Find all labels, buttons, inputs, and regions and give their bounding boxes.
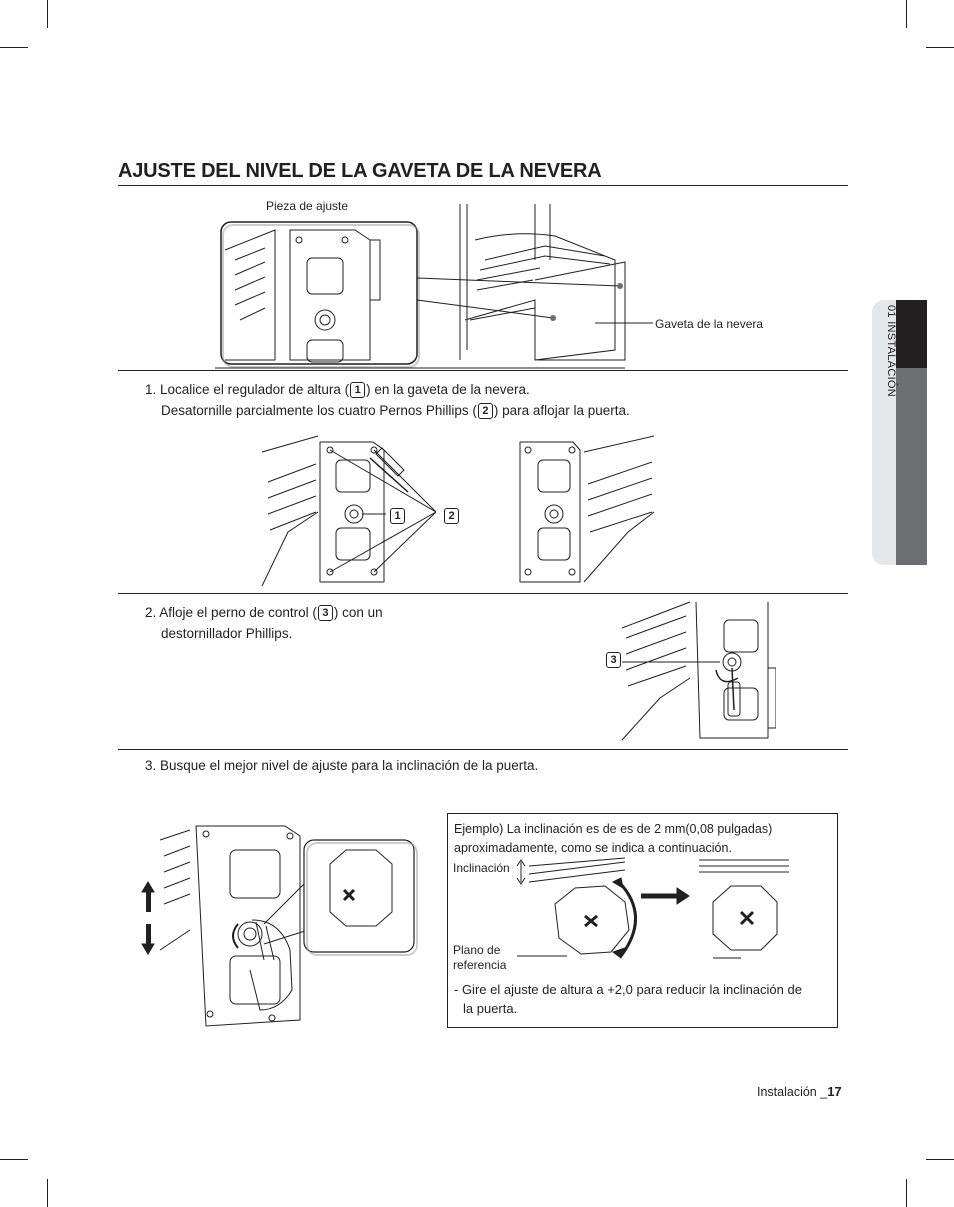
step-3-number: 3. xyxy=(145,758,157,773)
figure-dial-example xyxy=(515,852,795,964)
side-tab-dark-block xyxy=(896,300,927,368)
label-fridge-drawer: Gaveta de la nevera xyxy=(655,317,764,331)
step-3-text xyxy=(145,755,765,776)
crop-mark-bl-h xyxy=(0,1159,28,1160)
step-1-line-1-post: ) en la gaveta de la nevera. xyxy=(366,382,530,397)
step-1-number: 1. xyxy=(145,382,157,397)
figure-loosen-control-bolt xyxy=(620,598,776,744)
example-note-line-1: - Gire el ajuste de altura a +2,0 para reducir la inclinación de xyxy=(454,982,802,997)
footer-section: Instalación _ xyxy=(757,1085,828,1099)
example-note xyxy=(454,980,829,1018)
label-reference-plane-2: referencia xyxy=(453,958,507,972)
example-note-line-2: la puerta. xyxy=(463,1001,518,1016)
step-1-line-2-post: ) para aflojar la puerta. xyxy=(493,403,630,418)
example-line-2: aproximadamente, como se indica a continuación. xyxy=(454,841,732,855)
label-adjustment-piece: Pieza de ajuste xyxy=(266,199,349,213)
step-2-tag-3: 3 xyxy=(318,605,333,621)
callout-3: 3 xyxy=(606,652,621,668)
step-2-line-1-pre: Afloje el perno de control ( xyxy=(159,605,317,620)
label-reference-plane-1: Plano de xyxy=(453,943,501,957)
step-1-line-1 xyxy=(145,379,765,400)
title-rule xyxy=(118,185,848,186)
step-1-tag-2: 2 xyxy=(478,403,493,419)
step-1-text xyxy=(145,379,765,421)
page-footer xyxy=(757,1084,842,1099)
step-1-rule xyxy=(118,593,848,594)
step-2-line-1-post: ) con un xyxy=(333,605,383,620)
crop-mark-br-v xyxy=(906,1179,907,1207)
step-2-line-2: destornillador Phillips. xyxy=(161,626,293,641)
example-line-1: Ejemplo) La inclinación es de es de 2 mm(0,08 pulgadas) xyxy=(454,822,773,836)
label-reference-plane xyxy=(453,943,506,973)
crop-mark-br-h xyxy=(926,1159,954,1160)
callout-2: 2 xyxy=(444,508,459,524)
crop-mark-bl-v xyxy=(47,1179,48,1207)
step-1-line-1-pre: Localice el regulador de altura ( xyxy=(160,382,350,397)
figure-drawer-overview xyxy=(215,200,675,372)
page-number: 17 xyxy=(827,1084,842,1099)
step-1-tag-1: 1 xyxy=(350,382,365,398)
step-2-text xyxy=(145,602,465,644)
section-title: AJUSTE DEL NIVEL DE LA GAVETA DE LA NEVERA xyxy=(118,160,602,182)
figure1-rule xyxy=(118,370,848,371)
label-tilt: Inclinación xyxy=(453,861,510,875)
crop-mark-tr-v xyxy=(906,0,907,28)
crop-mark-tl-v xyxy=(47,0,48,28)
step-1-line-2-pre: Desatornille parcialmente los cuatro Pernos Phillips ( xyxy=(161,403,477,418)
crop-mark-tr-h xyxy=(926,47,954,48)
side-tab-label: 01 INSTALACIÓN xyxy=(885,305,897,398)
step-2-rule xyxy=(118,749,848,750)
side-tab-gray-block xyxy=(896,368,927,565)
callout-1: 1 xyxy=(390,508,405,524)
step-3-line-1: Busque el mejor nivel de ajuste para la inclinación de la puerta. xyxy=(160,758,539,773)
step-2-line-1 xyxy=(145,602,465,623)
figure-adjust-dial xyxy=(140,820,420,1030)
step-2-number: 2. xyxy=(145,605,157,620)
step-1-line-2 xyxy=(145,400,765,421)
crop-mark-tl-h xyxy=(0,47,28,48)
